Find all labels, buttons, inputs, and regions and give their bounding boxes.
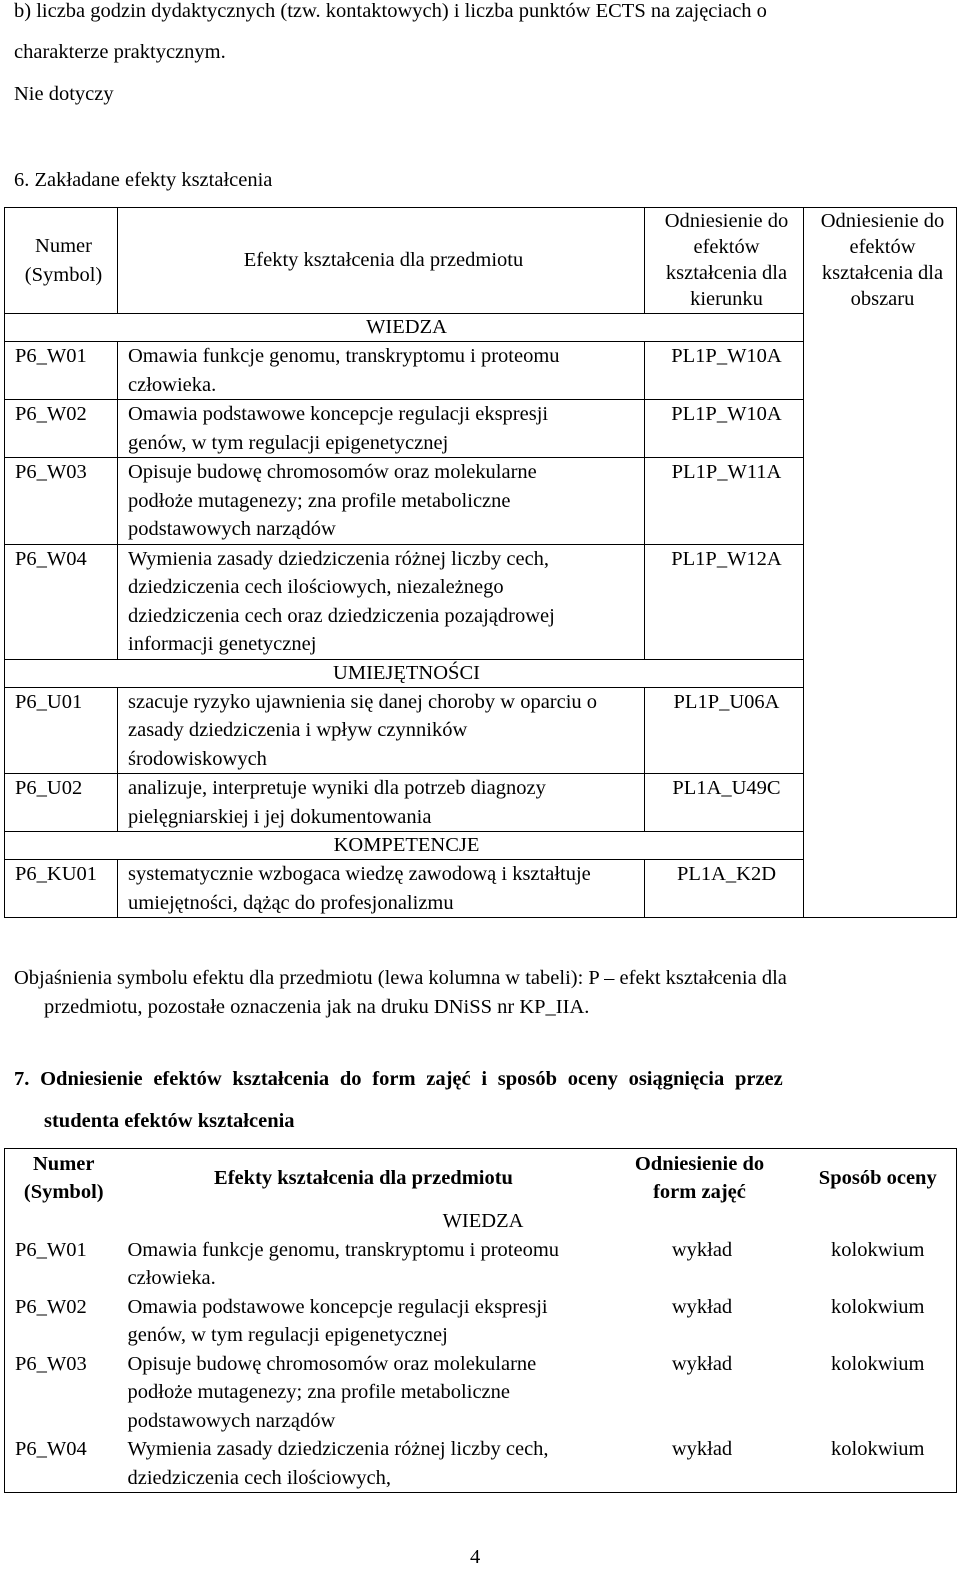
page-number: 4 — [470, 1546, 481, 1568]
program-ref-code: PL1P_W10A — [645, 400, 804, 458]
program-ref-code: PL1P_W11A — [645, 458, 804, 545]
assessment-method: kolokwium — [831, 1352, 925, 1375]
group-label: UMIEJĘTNOŚCI — [5, 659, 804, 687]
form-of-classes: wykład — [671, 1295, 733, 1318]
outcome-description: Wymienia zasady dziedziczenia różnej liczby cech, dziedziczenia cech ilościowych, — [127, 1438, 549, 1489]
header-number: Numer (Symbol) — [23, 1152, 104, 1203]
program-ref-code: PL1P_U06A — [645, 687, 804, 774]
program-ref-code: PL1A_U49C — [645, 774, 804, 832]
outcome-description: systematycznie wzbogaca wiedzę zawodową i kształtuje umiejętności, dążąc do profesjonalizmu — [118, 860, 645, 918]
table-row — [5, 1435, 957, 1493]
table-row — [5, 1350, 957, 1436]
assessment-method: kolokwium — [831, 1438, 925, 1460]
outcome-number: P6_W04 — [15, 1438, 87, 1460]
outcome-number: P6_W02 — [15, 1295, 87, 1318]
intro-line-1: b) liczba godzin dydaktycznych (tzw. kontaktowych) i liczba punktów ECTS na zajęciach o — [14, 0, 767, 22]
outcome-number: P6_KU01 — [5, 860, 118, 918]
form-of-classes: wykład — [671, 1238, 733, 1261]
group-label: WIEDZA — [5, 314, 804, 342]
program-ref-code: PL1P_W12A — [645, 544, 804, 659]
program-ref-code: PL1A_K2D — [645, 860, 804, 918]
note-line-2: przedmiotu, pozostałe oznaczenia jak na druku DNiSS nr KP_IIA. — [44, 996, 590, 1018]
section-6-title: 6. Zakładane efekty kształcenia — [14, 169, 273, 191]
header-row — [5, 208, 957, 314]
outcome-number: P6_W01 — [5, 342, 118, 400]
header-number: Numer (Symbol) — [5, 208, 118, 314]
header-form: Odniesienie do form zajęć — [634, 1152, 765, 1203]
section-7-title-line-2: studenta efektów kształcenia — [44, 1110, 295, 1132]
assessment-method: kolokwium — [831, 1295, 925, 1318]
outcome-number: P6_W03 — [5, 458, 118, 545]
form-of-classes: wykład — [671, 1438, 733, 1460]
outcome-description: Omawia funkcje genomu, transkryptomu i proteomu człowieka. — [118, 342, 645, 400]
outcome-description: Wymienia zasady dziedziczenia różnej liczby cech, dziedziczenia cech ilościowych, niezależnego dziedziczenia cech oraz dziedziczenia pozajądrowej informacji genetycznej — [118, 544, 645, 659]
program-ref-code: PL1P_W10A — [645, 342, 804, 400]
outcome-description: Opisuje budowę chromosomów oraz molekularne podłoże mutagenezy; zna profile metaboliczne podstawowych narządów — [127, 1352, 537, 1432]
outcome-number: P6_W04 — [5, 544, 118, 659]
header-outcomes: Efekty kształcenia dla przedmiotu — [118, 208, 645, 314]
group-row — [5, 1207, 957, 1236]
learning-outcomes-table — [4, 207, 957, 918]
table-row — [5, 1293, 957, 1350]
outcome-number: P6_W01 — [15, 1238, 87, 1261]
outcome-description: analizuje, interpretuje wyniki dla potrzeb diagnozy pielęgniarskiej i jej dokumentowania — [118, 774, 645, 832]
outcome-number: P6_W02 — [5, 400, 118, 458]
intro-line-2: charakterze praktycznym. — [14, 41, 226, 63]
outcome-description: Omawia podstawowe koncepcje regulacji ekspresji genów, w tym regulacji epigenetycznej — [118, 400, 645, 458]
outcome-description: szacuje ryzyko ujawnienia się danej choroby w oparciu o zasady dziedziczenia i wpływ czynników środowiskowych — [118, 687, 645, 774]
form-of-classes: wykład — [671, 1352, 733, 1375]
assessment-method: kolokwium — [831, 1238, 925, 1261]
table-row — [5, 1236, 957, 1293]
intro-line-3: Nie dotyczy — [14, 83, 114, 105]
outcome-number: P6_U02 — [5, 774, 118, 832]
header-assessment: Sposób oceny — [818, 1166, 937, 1189]
outcome-description: Omawia podstawowe koncepcje regulacji ekspresji genów, w tym regulacji epigenetycznej — [127, 1295, 548, 1346]
header-outcomes: Efekty kształcenia dla przedmiotu — [214, 1166, 513, 1189]
header-program-ref: Odniesienie do efektów kształcenia dla kierunku — [645, 208, 804, 314]
outcome-description: Opisuje budowę chromosomów oraz molekularne podłoże mutagenezy; zna profile metaboliczne podstawowych narządów — [118, 458, 645, 545]
group-label: WIEDZA — [442, 1210, 524, 1232]
header-area-ref: Odniesienie do efektów kształcenia dla obszaru — [804, 208, 957, 918]
outcome-description: Omawia funkcje genomu, transkryptomu i proteomu człowieka. — [127, 1238, 560, 1289]
header-row — [5, 1149, 957, 1208]
outcome-number: P6_W03 — [15, 1352, 87, 1375]
note-line-1: Objaśnienia symbolu efektu dla przedmiotu (lewa kolumna w tabeli): P – efekt kształcenia dla — [14, 967, 787, 989]
outcome-number: P6_U01 — [5, 687, 118, 774]
section-7-title-line-1: 7. Odniesienie efektów kształcenia do form zajęć i sposób oceny osiągnięcia przez — [14, 1068, 783, 1090]
group-label: KOMPETENCJE — [5, 832, 804, 860]
assessment-table — [4, 1148, 957, 1493]
